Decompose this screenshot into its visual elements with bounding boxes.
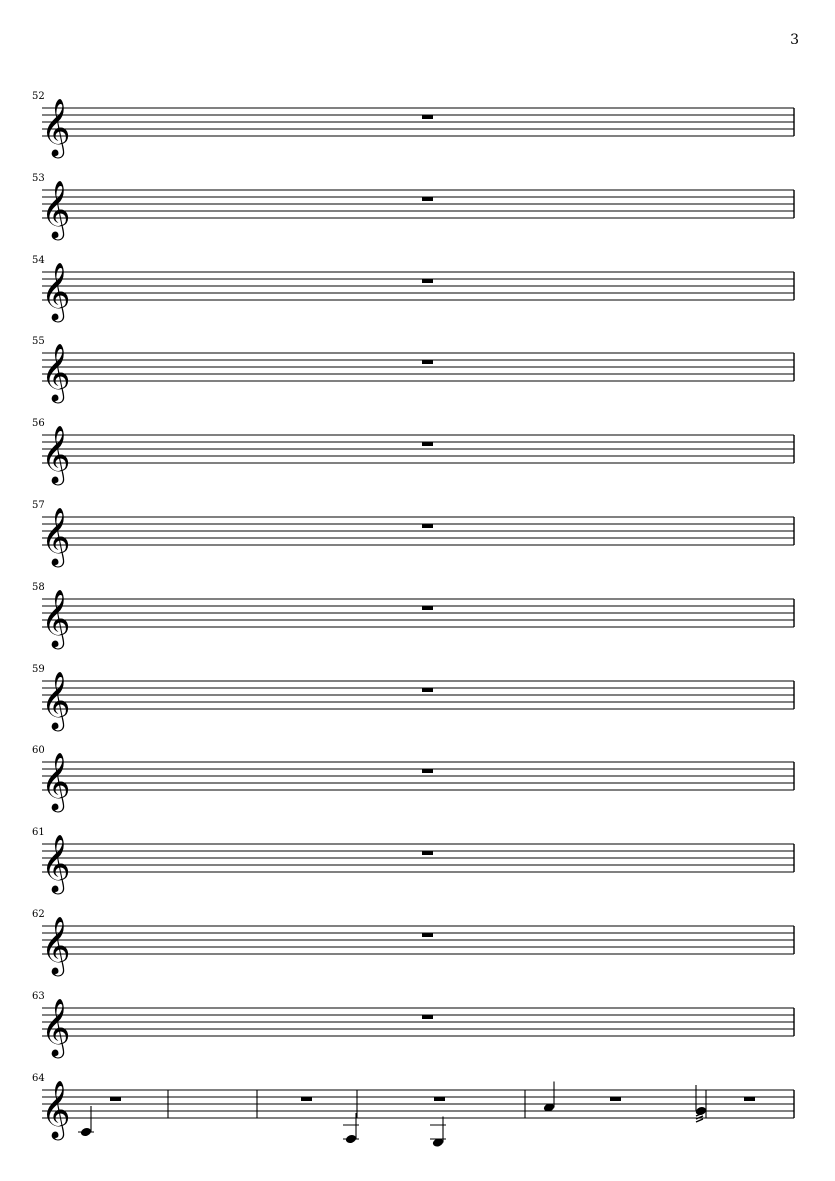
measure-number: 55: [32, 336, 45, 347]
measure-number: 61: [32, 827, 45, 838]
note-flag: [696, 1116, 703, 1119]
treble-clef-icon: 𝄞: [41, 752, 71, 810]
measure-number: 64: [32, 1073, 45, 1084]
staff-system: [32, 1073, 794, 1148]
whole-rest: [422, 769, 433, 773]
whole-rest: [422, 524, 433, 528]
whole-rest: [422, 933, 433, 937]
treble-clef-icon: 𝄞: [41, 343, 71, 401]
treble-clef-icon: 𝄞: [41, 998, 71, 1056]
staff-system: [32, 173, 794, 241]
staff-system: [32, 500, 794, 568]
whole-rest: [422, 1015, 433, 1019]
whole-rest: [422, 688, 433, 692]
measure-number: 63: [32, 991, 45, 1002]
measure-number: 57: [32, 500, 45, 511]
measure-number: 58: [32, 582, 45, 593]
staff-system: [32, 909, 794, 977]
measure-number: 60: [32, 745, 45, 756]
whole-rest: [744, 1097, 755, 1101]
staff-system: [32, 255, 794, 323]
staff-system: [32, 745, 794, 813]
treble-clef-icon: 𝄞: [41, 180, 71, 238]
treble-clef-icon: 𝄞: [41, 671, 71, 729]
notehead: [345, 1134, 357, 1145]
treble-clef-icon: 𝄞: [41, 507, 71, 565]
measure-number: 53: [32, 173, 45, 184]
measure-number: 52: [32, 91, 45, 102]
whole-rest: [422, 442, 433, 446]
whole-rest: [434, 1097, 445, 1101]
page-number: 3: [790, 32, 799, 48]
whole-rest: [422, 851, 433, 855]
measure-number: 62: [32, 909, 45, 920]
staff-system: [32, 827, 794, 895]
whole-rest: [110, 1097, 121, 1101]
staff-system: [32, 91, 794, 159]
whole-rest: [422, 279, 433, 283]
measure-number: 54: [32, 255, 45, 266]
treble-clef-icon: 𝄞: [41, 834, 71, 892]
whole-rest: [610, 1097, 621, 1101]
whole-rest: [422, 606, 433, 610]
treble-clef-icon: 𝄞: [41, 589, 71, 647]
staff-system: [32, 991, 794, 1059]
treble-clef-icon: 𝄞: [41, 425, 71, 483]
staff-system: [32, 336, 794, 404]
notehead: [80, 1127, 92, 1138]
whole-rest: [422, 197, 433, 201]
staff-system: [32, 664, 794, 732]
note-flag: [696, 1119, 703, 1122]
whole-rest: [301, 1097, 312, 1101]
measure-number: 56: [32, 418, 45, 429]
measure-number: 59: [32, 664, 45, 675]
treble-clef-icon: 𝄞: [41, 1080, 71, 1138]
staff-system: [32, 582, 794, 650]
treble-clef-icon: 𝄞: [41, 916, 71, 974]
whole-rest: [422, 115, 433, 119]
treble-clef-icon: 𝄞: [41, 98, 71, 156]
whole-rest: [422, 360, 433, 364]
staff-system: [32, 418, 794, 486]
treble-clef-icon: 𝄞: [41, 262, 71, 320]
